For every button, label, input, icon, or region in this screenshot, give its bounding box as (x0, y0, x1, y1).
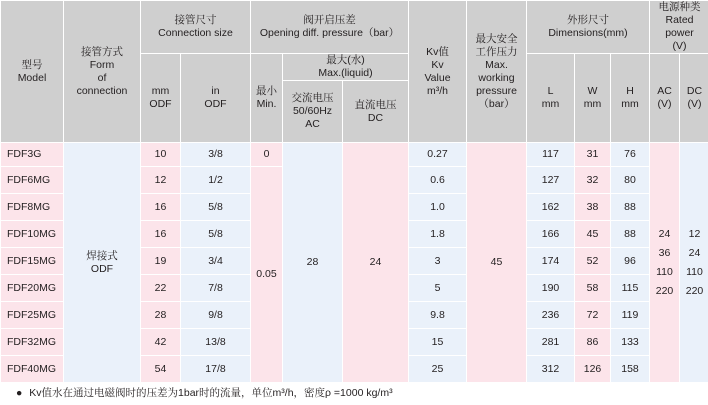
cell-mm-odf: 54 (141, 356, 181, 383)
cell-dim-h: 76 (611, 143, 650, 167)
cell-max-dc: 24 (343, 143, 409, 383)
table-row (1, 143, 708, 167)
header-row-1 (1, 1, 708, 54)
cell-mm-odf: 12 (141, 167, 181, 194)
header-mm-odf: mm ODF (141, 54, 181, 143)
cell-model: FDF15MG (1, 248, 64, 275)
header-ac: AC (V) (650, 54, 680, 143)
header-form-of-connection: 接管方式 Form of connection (64, 1, 141, 143)
cell-dim-l: 174 (527, 248, 575, 275)
cell-in-odf: 5/8 (181, 194, 251, 221)
cell-in-odf: 9/8 (181, 302, 251, 329)
cell-form-of-connection: 焊接式 ODF (64, 143, 141, 383)
cell-mm-odf: 16 (141, 194, 181, 221)
cell-dim-w: 126 (575, 356, 611, 383)
cell-in-odf: 1/2 (181, 167, 251, 194)
cell-dim-w: 86 (575, 329, 611, 356)
cell-mm-odf: 10 (141, 143, 181, 167)
header-connection-size: 接管尺寸 Connection size (141, 1, 251, 54)
cell-kv: 1.8 (409, 221, 467, 248)
cell-ac-voltages: 24 36 110 220 (650, 143, 680, 383)
cell-dim-h: 88 (611, 221, 650, 248)
cell-dim-h: 119 (611, 302, 650, 329)
cell-model: FDF3G (1, 143, 64, 167)
cell-max-working-pressure: 45 (467, 143, 527, 383)
header-min: 最小 Min. (251, 54, 283, 143)
cell-model: FDF25MG (1, 302, 64, 329)
cell-mm-odf: 28 (141, 302, 181, 329)
cell-kv: 0.27 (409, 143, 467, 167)
cell-dim-w: 38 (575, 194, 611, 221)
footnote-text: Kv值水在通过电磁阀时的压差为1bar时的流量，单位m³/h，密度ρ =1000 kg/m³ (29, 387, 393, 399)
cell-in-odf: 5/8 (181, 221, 251, 248)
header-opening-diff-pressure: 阀开启压差 Opening diff. pressure（bar） (251, 1, 409, 54)
cell-kv: 15 (409, 329, 467, 356)
footnote (0, 382, 708, 405)
bullet-icon: ● (16, 387, 23, 399)
cell-dim-h: 96 (611, 248, 650, 275)
cell-dim-l: 312 (527, 356, 575, 383)
cell-dim-l: 166 (527, 221, 575, 248)
cell-model: FDF6MG (1, 167, 64, 194)
cell-model: FDF10MG (1, 221, 64, 248)
cell-in-odf: 17/8 (181, 356, 251, 383)
cell-dim-l: 190 (527, 275, 575, 302)
cell-dim-h: 115 (611, 275, 650, 302)
header-max-working-pressure: 最大安全 工作压力 Max. working pressure （bar） (467, 1, 527, 143)
cell-model: FDF20MG (1, 275, 64, 302)
cell-mm-odf: 22 (141, 275, 181, 302)
header-model: 型号 Model (1, 1, 64, 143)
cell-dim-w: 58 (575, 275, 611, 302)
cell-dim-w: 72 (575, 302, 611, 329)
cell-dim-w: 45 (575, 221, 611, 248)
header-kv-value: Kv值 Kv Value m³/h (409, 1, 467, 143)
header-dim-h: H mm (611, 54, 650, 143)
cell-dim-w: 32 (575, 167, 611, 194)
cell-dim-w: 52 (575, 248, 611, 275)
cell-mm-odf: 16 (141, 221, 181, 248)
cell-dim-h: 158 (611, 356, 650, 383)
cell-max-ac: 28 (283, 143, 343, 383)
cell-mm-odf: 19 (141, 248, 181, 275)
header-dc-voltage: 直流电压 DC (343, 81, 409, 143)
cell-dim-l: 236 (527, 302, 575, 329)
cell-in-odf: 3/8 (181, 143, 251, 167)
header-ac-voltage: 交流电压 50/60Hz AC (283, 81, 343, 143)
cell-in-odf: 3/4 (181, 248, 251, 275)
cell-kv: 0.6 (409, 167, 467, 194)
cell-min: 0.05 (251, 167, 283, 383)
cell-dim-l: 281 (527, 329, 575, 356)
cell-dim-h: 133 (611, 329, 650, 356)
cell-dim-l: 162 (527, 194, 575, 221)
cell-dim-l: 117 (527, 143, 575, 167)
cell-model: FDF8MG (1, 194, 64, 221)
cell-kv: 5 (409, 275, 467, 302)
header-rated-power: 电源种类 Rated power (V) (650, 1, 708, 54)
cell-in-odf: 7/8 (181, 275, 251, 302)
cell-kv: 9.8 (409, 302, 467, 329)
header-dimensions: 外形尺寸 Dimensions(mm) (527, 1, 650, 54)
cell-dim-w: 31 (575, 143, 611, 167)
header-in-odf: in ODF (181, 54, 251, 143)
cell-dim-l: 127 (527, 167, 575, 194)
cell-dim-h: 88 (611, 194, 650, 221)
cell-min: 0 (251, 143, 283, 167)
header-dim-l: L mm (527, 54, 575, 143)
cell-model: FDF40MG (1, 356, 64, 383)
cell-dc-voltages: 12 24 110 220 (680, 143, 708, 383)
cell-kv: 3 (409, 248, 467, 275)
cell-kv: 1.0 (409, 194, 467, 221)
cell-mm-odf: 42 (141, 329, 181, 356)
cell-kv: 25 (409, 356, 467, 383)
cell-in-odf: 13/8 (181, 329, 251, 356)
cell-model: FDF32MG (1, 329, 64, 356)
cell-dim-h: 80 (611, 167, 650, 194)
header-max-liquid: 最大(水) Max.(liquid) (283, 54, 409, 81)
header-dc: DC (V) (680, 54, 708, 143)
header-dim-w: W mm (575, 54, 611, 143)
